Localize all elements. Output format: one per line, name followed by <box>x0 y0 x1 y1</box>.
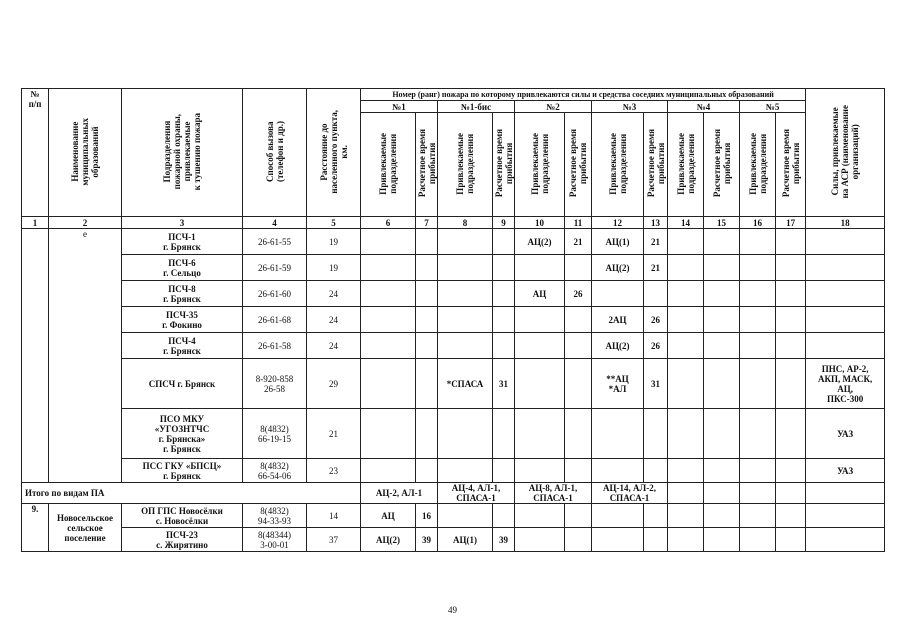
rank-cell-c7 <box>416 409 438 459</box>
rank-cell-empty <box>704 307 740 333</box>
section-a-body <box>22 229 885 483</box>
rank-cell-c10 <box>515 307 565 333</box>
asr-forces: УАЗ <box>806 459 885 483</box>
call-method: 8(4832) 94-33-93 <box>243 504 307 528</box>
rank-cell-c6 <box>361 307 416 333</box>
rank-cell-empty <box>740 307 776 333</box>
rank-cell-empty <box>806 528 885 552</box>
header-sub-time: Расчетное время прибытия <box>493 113 515 217</box>
header-sub-units: Привлекаемые подразделения <box>515 113 565 217</box>
header-units: Подразделения пожарной охраны, привлекаемые к тушению пожара <box>122 89 243 217</box>
totals-label: Итого по видам ПА <box>22 483 361 504</box>
rank-cell-c7 <box>416 307 438 333</box>
rank-cell-c6: АЦ(2) <box>361 528 416 552</box>
rank-cell-empty <box>704 409 740 459</box>
distance: 19 <box>307 229 361 255</box>
rank-cell-empty <box>740 255 776 281</box>
header-rank-3: №3 <box>592 101 668 113</box>
rank-cell-empty <box>644 504 668 528</box>
rank-cell-c12: АЦ(1) <box>592 229 644 255</box>
rank-cell-empty <box>704 359 740 409</box>
rank-cell-c11 <box>565 409 592 459</box>
rank-cell-c10 <box>515 409 565 459</box>
rank-cell-c10: АЦ <box>515 281 565 307</box>
distance: 37 <box>307 528 361 552</box>
rank-cell-c10 <box>515 459 565 483</box>
call-method: 8(4832) 66-54-06 <box>243 459 307 483</box>
column-number: 9 <box>493 217 515 229</box>
rank-cell-empty <box>806 504 885 528</box>
header-sub-units: Привлекаемые подразделения <box>668 113 704 217</box>
unit-name: ПСС ГКУ «БПСЦ» г. Брянск <box>122 459 243 483</box>
rank-cell-empty <box>668 255 704 281</box>
rank-cell-c11 <box>565 333 592 359</box>
rank-cell-c7 <box>416 229 438 255</box>
rank-cell-empty <box>515 528 565 552</box>
page-number: 49 <box>448 605 457 615</box>
distance: 23 <box>307 459 361 483</box>
rank-cell-empty <box>704 229 740 255</box>
rank-cell-c9: 39 <box>493 528 515 552</box>
call-method: 8(48344) 3-00-01 <box>243 528 307 552</box>
asr-forces <box>806 281 885 307</box>
header-asr-forces: Силы, привлекаемые на АСР (наименование организаций) <box>806 89 885 217</box>
table-row <box>22 359 885 409</box>
rank-cell-c12: АЦ(2) <box>592 333 644 359</box>
column-number: 5 <box>307 217 361 229</box>
rank-cell-c9 <box>493 255 515 281</box>
table-row <box>22 333 885 359</box>
rank-cell-c10 <box>515 359 565 409</box>
column-number: 1 <box>22 217 49 229</box>
municipality-name: е <box>49 229 122 483</box>
column-number: 16 <box>740 217 776 229</box>
distance: 29 <box>307 359 361 409</box>
rank-cell-c7 <box>416 333 438 359</box>
rank-cell-empty <box>776 504 806 528</box>
rank-cell-c11 <box>565 359 592 409</box>
call-method: 26-61-59 <box>243 255 307 281</box>
rank-cell-c9 <box>493 409 515 459</box>
rank-cell-c9: 31 <box>493 359 515 409</box>
rank-cell-c6 <box>361 409 416 459</box>
rank-cell-c11 <box>565 255 592 281</box>
rank-cell-c8 <box>438 229 493 255</box>
rank-cell-empty <box>776 528 806 552</box>
header-rank-1: №1 <box>361 101 438 113</box>
rank-cell-c9 <box>493 229 515 255</box>
totals-empty <box>704 483 740 504</box>
rank-cell-c7: 39 <box>416 528 438 552</box>
distance: 14 <box>307 504 361 528</box>
rank-cell-empty <box>668 359 704 409</box>
unit-name: ПСО МКУ «УГОЗНТЧС г. Брянска» г. Брянск <box>122 409 243 459</box>
rank-cell-c8 <box>438 333 493 359</box>
rank-cell-c10: АЦ(2) <box>515 229 565 255</box>
call-method: 26-61-68 <box>243 307 307 333</box>
unit-name: ПСЧ-4 г. Брянск <box>122 333 243 359</box>
rank-cell-empty <box>776 281 806 307</box>
table-row <box>22 281 885 307</box>
asr-forces <box>806 333 885 359</box>
rank-cell-empty <box>668 333 704 359</box>
rank-cell-empty <box>644 528 668 552</box>
totals-empty <box>740 483 776 504</box>
rank-cell-c6 <box>361 459 416 483</box>
rank-cell-c12 <box>592 459 644 483</box>
column-number: 11 <box>565 217 592 229</box>
distance: 24 <box>307 281 361 307</box>
rank-cell-empty <box>740 528 776 552</box>
rank-cell-c8 <box>438 459 493 483</box>
rank-cell-empty <box>776 333 806 359</box>
rank-cell-c11 <box>565 307 592 333</box>
rank-cell-c11 <box>565 459 592 483</box>
rank-cell-c8 <box>438 281 493 307</box>
table-row <box>22 229 885 255</box>
rank-cell-c13 <box>644 281 668 307</box>
rank-cell-empty <box>776 255 806 281</box>
rank-cell-c9 <box>493 504 515 528</box>
rank-cell-c7 <box>416 459 438 483</box>
column-number: 14 <box>668 217 704 229</box>
rank-cell-empty <box>740 281 776 307</box>
rank-cell-c9 <box>493 307 515 333</box>
call-method: 26-61-58 <box>243 333 307 359</box>
fire-response-table <box>21 88 885 552</box>
call-method: 26-61-60 <box>243 281 307 307</box>
rank-cell-c8: АЦ(1) <box>438 528 493 552</box>
totals-rank-1bis: АЦ-4, АЛ-1, СПАСА-1 <box>438 483 515 504</box>
rank-cell-c6: АЦ <box>361 504 416 528</box>
header-sub-units: Привлекаемые подразделения <box>361 113 416 217</box>
header-rank-2: №2 <box>515 101 592 113</box>
row-number-cell: 9. <box>22 504 49 552</box>
column-number: 2 <box>49 217 122 229</box>
column-number: 13 <box>644 217 668 229</box>
rank-cell-c9 <box>493 281 515 307</box>
asr-forces <box>806 229 885 255</box>
header-sub-units: Привлекаемые подразделения <box>740 113 776 217</box>
rank-cell-empty <box>592 528 644 552</box>
rank-cell-empty <box>776 409 806 459</box>
rank-cell-empty <box>668 504 704 528</box>
rank-cell-c7 <box>416 255 438 281</box>
header-sub-time: Расчетное время прибытия <box>565 113 592 217</box>
rank-cell-c11: 26 <box>565 281 592 307</box>
rank-cell-c10 <box>515 255 565 281</box>
rank-cell-c6 <box>361 281 416 307</box>
distance: 19 <box>307 255 361 281</box>
header-call-method: Способ вызова (телефон и др.) <box>243 89 307 217</box>
rank-cell-c7 <box>416 359 438 409</box>
table-row <box>22 528 885 552</box>
rank-cell-empty <box>740 229 776 255</box>
rank-cell-empty <box>704 333 740 359</box>
header-sub-units: Привлекаемые подразделения <box>592 113 644 217</box>
header-sub-time: Расчетное время прибытия <box>776 113 806 217</box>
rank-cell-c6 <box>361 229 416 255</box>
unit-name: ПСЧ-1 г. Брянск <box>122 229 243 255</box>
table-row <box>22 307 885 333</box>
column-number: 18 <box>806 217 885 229</box>
totals-row <box>22 483 885 504</box>
rank-cell-empty <box>776 307 806 333</box>
table-row <box>22 255 885 281</box>
rank-cell-empty <box>704 459 740 483</box>
rank-cell-c6 <box>361 255 416 281</box>
rank-cell-c12 <box>592 409 644 459</box>
rank-cell-empty <box>565 528 592 552</box>
asr-forces <box>806 255 885 281</box>
column-number: 12 <box>592 217 644 229</box>
rank-cell-c8 <box>438 255 493 281</box>
header-rank-4: №4 <box>668 101 740 113</box>
column-number: 4 <box>243 217 307 229</box>
asr-forces: ПНС, АР-2, АКП, МАСК, АЦ, ПКС-300 <box>806 359 885 409</box>
rank-cell-empty <box>515 504 565 528</box>
rank-cell-empty <box>592 504 644 528</box>
call-method: 26-61-55 <box>243 229 307 255</box>
rank-cell-c8 <box>438 504 493 528</box>
rank-cell-empty <box>704 528 740 552</box>
distance: 24 <box>307 307 361 333</box>
rank-cell-empty <box>776 359 806 409</box>
totals-empty <box>776 483 806 504</box>
rank-cell-c7 <box>416 281 438 307</box>
column-number: 7 <box>416 217 438 229</box>
header-sub-units: Привлекаемые подразделения <box>438 113 493 217</box>
unit-name: ПСЧ-23 с. Жирятино <box>122 528 243 552</box>
distance: 21 <box>307 409 361 459</box>
distance: 24 <box>307 333 361 359</box>
unit-name: ПСЧ-8 г. Брянск <box>122 281 243 307</box>
rank-cell-c11: 21 <box>565 229 592 255</box>
totals-empty <box>668 483 704 504</box>
rank-cell-c10 <box>515 333 565 359</box>
rank-cell-empty <box>776 229 806 255</box>
rank-cell-c13: 31 <box>644 359 668 409</box>
rank-cell-c13: 26 <box>644 333 668 359</box>
header-sub-time: Расчетное время прибытия <box>704 113 740 217</box>
header-rank-5: №5 <box>740 101 806 113</box>
rank-cell-c12: **АЦ *АЛ <box>592 359 644 409</box>
column-number: 3 <box>122 217 243 229</box>
column-number: 6 <box>361 217 416 229</box>
asr-forces <box>806 307 885 333</box>
rank-cell-empty <box>668 229 704 255</box>
rank-cell-c13: 26 <box>644 307 668 333</box>
header-rank-group: Номер (ранг) пожара по которому привлекаются силы и средства соседних муниципальных образований <box>361 89 806 101</box>
totals-rank-2: АЦ-8, АЛ-1, СПАСА-1 <box>515 483 592 504</box>
rank-cell-c6 <box>361 359 416 409</box>
municipality-name: Новосельское сельское поселение <box>49 504 122 552</box>
rank-cell-empty <box>740 359 776 409</box>
rank-cell-empty <box>704 504 740 528</box>
column-number-row <box>22 217 885 229</box>
rank-cell-c6 <box>361 333 416 359</box>
rank-cell-c12: 2АЦ <box>592 307 644 333</box>
call-method: 8(4832) 66-19-15 <box>243 409 307 459</box>
rank-cell-empty <box>740 459 776 483</box>
header-rank-1bis: №1-бис <box>438 101 515 113</box>
unit-name: ОП ГПС Новосёлки с. Новосёлки <box>122 504 243 528</box>
rank-cell-c12 <box>592 281 644 307</box>
asr-forces: УАЗ <box>806 409 885 459</box>
table-row <box>22 459 885 483</box>
rank-cell-empty <box>740 333 776 359</box>
rank-cell-c8: *СПАСА <box>438 359 493 409</box>
rank-cell-empty <box>668 459 704 483</box>
header-mo: Наименование муниципальных образований <box>49 89 122 217</box>
rank-cell-empty <box>740 504 776 528</box>
rank-cell-c12: АЦ(2) <box>592 255 644 281</box>
rank-cell-empty <box>740 409 776 459</box>
rank-cell-empty <box>668 307 704 333</box>
column-number: 10 <box>515 217 565 229</box>
column-number: 8 <box>438 217 493 229</box>
totals-rank-3: АЦ-14, АЛ-2, СПАСА-1 <box>592 483 668 504</box>
header-sub-time: Расчетное время прибытия <box>644 113 668 217</box>
rank-cell-c13: 21 <box>644 229 668 255</box>
rank-cell-empty <box>668 528 704 552</box>
column-number: 17 <box>776 217 806 229</box>
rank-cell-c9 <box>493 459 515 483</box>
table-row <box>22 409 885 459</box>
rank-cell-c9 <box>493 333 515 359</box>
section-b-body <box>22 504 885 552</box>
header-num: № п/п <box>22 89 49 217</box>
unit-name: ПСЧ-35 г. Фокино <box>122 307 243 333</box>
row-number-cell <box>22 229 49 483</box>
rank-cell-empty <box>668 281 704 307</box>
totals-empty <box>806 483 885 504</box>
totals-rank-1: АЦ-2, АЛ-1 <box>361 483 438 504</box>
rank-cell-c13: 21 <box>644 255 668 281</box>
rank-cell-empty <box>668 409 704 459</box>
table-row <box>22 504 885 528</box>
rank-cell-empty <box>776 459 806 483</box>
rank-cell-empty <box>565 504 592 528</box>
rank-cell-c8 <box>438 409 493 459</box>
rank-cell-c13 <box>644 459 668 483</box>
rank-cell-c8 <box>438 307 493 333</box>
rank-cell-c13 <box>644 409 668 459</box>
unit-name: ПСЧ-6 г. Сельцо <box>122 255 243 281</box>
rank-cell-empty <box>704 281 740 307</box>
rank-cell-c7: 16 <box>416 504 438 528</box>
rank-cell-empty <box>704 255 740 281</box>
header-sub-time: Расчетное время прибытия <box>416 113 438 217</box>
column-number: 15 <box>704 217 740 229</box>
header-distance: Расстояние до населенного пункта, км. <box>307 89 361 217</box>
call-method: 8-920-858 26-58 <box>243 359 307 409</box>
unit-name: СПСЧ г. Брянск <box>122 359 243 409</box>
